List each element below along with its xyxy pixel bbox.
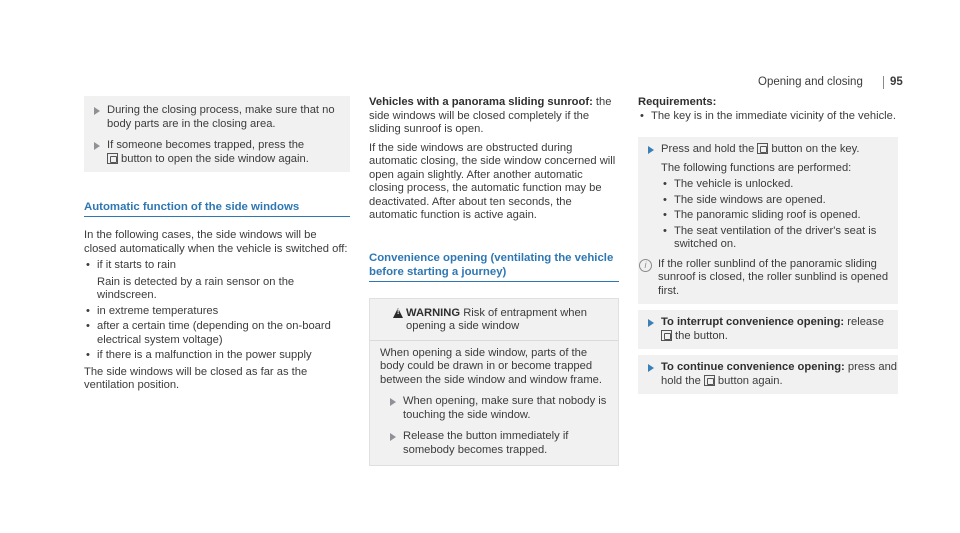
- play-arrow-icon: [648, 364, 654, 372]
- list-item-text: The key is in the immediate vicinity of the vehicle.: [651, 109, 896, 122]
- info-note: [638, 258, 898, 299]
- warning-body: When opening a side window, parts of the body could be drawn in or become trapped between the side window and window frame.: [380, 346, 603, 386]
- list-item-text: The vehicle is unlocked.: [674, 178, 794, 190]
- steps-box: [638, 355, 898, 394]
- running-title: Opening and closing: [758, 76, 863, 88]
- list-item: [638, 110, 898, 124]
- step-item: [380, 395, 608, 422]
- list-item: [661, 209, 898, 223]
- info-icon: i: [639, 259, 652, 272]
- unlock-key-icon: [704, 375, 715, 386]
- step-text: During the closing process, make sure that no body parts are in the closing area.: [107, 104, 335, 130]
- list-item: [84, 349, 350, 363]
- warning-box: [369, 298, 619, 467]
- step-text: If someone becomes trapped, press the: [107, 139, 305, 151]
- steps-box: [638, 137, 898, 304]
- intro-text: In the following cases, the side windows will be closed automatically when the vehicle is switched off:: [84, 229, 348, 255]
- list-item: [661, 178, 898, 192]
- inline-heading: Vehicles with a panorama sliding sunroof:: [369, 96, 593, 108]
- step-item: [638, 143, 898, 157]
- list-item: [661, 225, 898, 252]
- list-item-text: The seat ventilation of the driver's seat is switched on.: [674, 224, 877, 250]
- list-item-text: in extreme temperatures: [97, 304, 219, 317]
- step-heading: To continue convenience opening:: [661, 361, 845, 373]
- step-text: press and hold the: [661, 361, 898, 387]
- list-item: [661, 194, 898, 208]
- play-arrow-icon: [94, 142, 100, 150]
- divider: [370, 340, 618, 341]
- page-number: 95: [890, 76, 903, 88]
- step-item: [84, 139, 350, 166]
- list-item-text: if it starts to rain: [97, 259, 176, 271]
- inline-text: the side windows will be closed completely if the sliding sunroof is open.: [369, 96, 612, 135]
- unlock-key-icon: [757, 143, 768, 154]
- step-text: button to open the side window again.: [121, 152, 309, 165]
- window-button-icon: [107, 153, 118, 164]
- steps-box: [638, 310, 898, 349]
- obstruction-paragraph: If the side windows are obstructed during automatic closing, the side window concerned will open again slightly. After another automatic closing process, the automatic function may be deactivated. After about ten seconds, the automatic function is active again.: [369, 141, 616, 221]
- column-right: [638, 96, 898, 394]
- section-title: Automatic function of the side windows: [84, 200, 350, 217]
- info-text: If the roller sunblind of the panoramic sliding sunroof is closed, the roller sunblind is opened first.: [658, 257, 889, 297]
- column-left: [84, 96, 350, 393]
- warning-header: [380, 307, 608, 334]
- panorama-paragraph: [369, 96, 619, 137]
- step-text: release: [847, 316, 884, 328]
- list-item-text: The panoramic sliding roof is opened.: [674, 209, 861, 221]
- step-text: the button.: [675, 329, 728, 342]
- step-item: [84, 104, 350, 131]
- step-text: button on the key.: [771, 143, 860, 155]
- performed-intro: The following functions are performed:: [661, 161, 852, 174]
- step-text: When opening, make sure that nobody is touching the side window.: [403, 395, 607, 421]
- play-arrow-icon: [390, 433, 396, 441]
- step-item: [380, 430, 608, 457]
- steps-box: [84, 96, 350, 172]
- step-item: [638, 361, 898, 388]
- section-title: Convenience opening (ventilating the vehicle before starting a journey): [369, 251, 619, 282]
- step-text: Release the button immediately if somebody becomes trapped.: [403, 430, 569, 456]
- step-item: [638, 316, 898, 343]
- list-item-text: The side windows are opened.: [674, 193, 826, 206]
- step-text: Press and hold the: [661, 143, 755, 155]
- play-arrow-icon: [648, 146, 654, 154]
- requirements-heading: Requirements:: [638, 96, 717, 108]
- list-item-text: after a certain time (depending on the on-board electrical system voltage): [97, 320, 331, 346]
- warning-title: Risk of entrapment when opening a side window: [406, 306, 587, 332]
- list-item: [84, 320, 350, 347]
- list-item-subtext: Rain is detected by a rain sensor on the windscreen.: [97, 275, 295, 301]
- step-text: button again.: [717, 374, 783, 387]
- list-item: [84, 305, 350, 319]
- page-number-divider: [883, 76, 884, 89]
- outro-text: The side windows will be closed as far as the ventilation position.: [84, 365, 308, 391]
- play-arrow-icon: [648, 319, 654, 327]
- performed-block: [638, 162, 898, 252]
- performed-list: [661, 178, 898, 252]
- list-item-text: if there is a malfunction in the power supply: [97, 349, 312, 361]
- warning-triangle-icon: [393, 308, 403, 318]
- column-middle: [369, 96, 619, 466]
- play-arrow-icon: [390, 398, 396, 406]
- list-item: [84, 259, 350, 303]
- play-arrow-icon: [94, 107, 100, 115]
- requirements-list: [638, 110, 898, 124]
- unlock-key-icon: [661, 330, 672, 341]
- conditions-list: [84, 259, 350, 363]
- step-heading: To interrupt convenience opening:: [661, 316, 845, 328]
- warning-label: WARNING: [406, 306, 461, 319]
